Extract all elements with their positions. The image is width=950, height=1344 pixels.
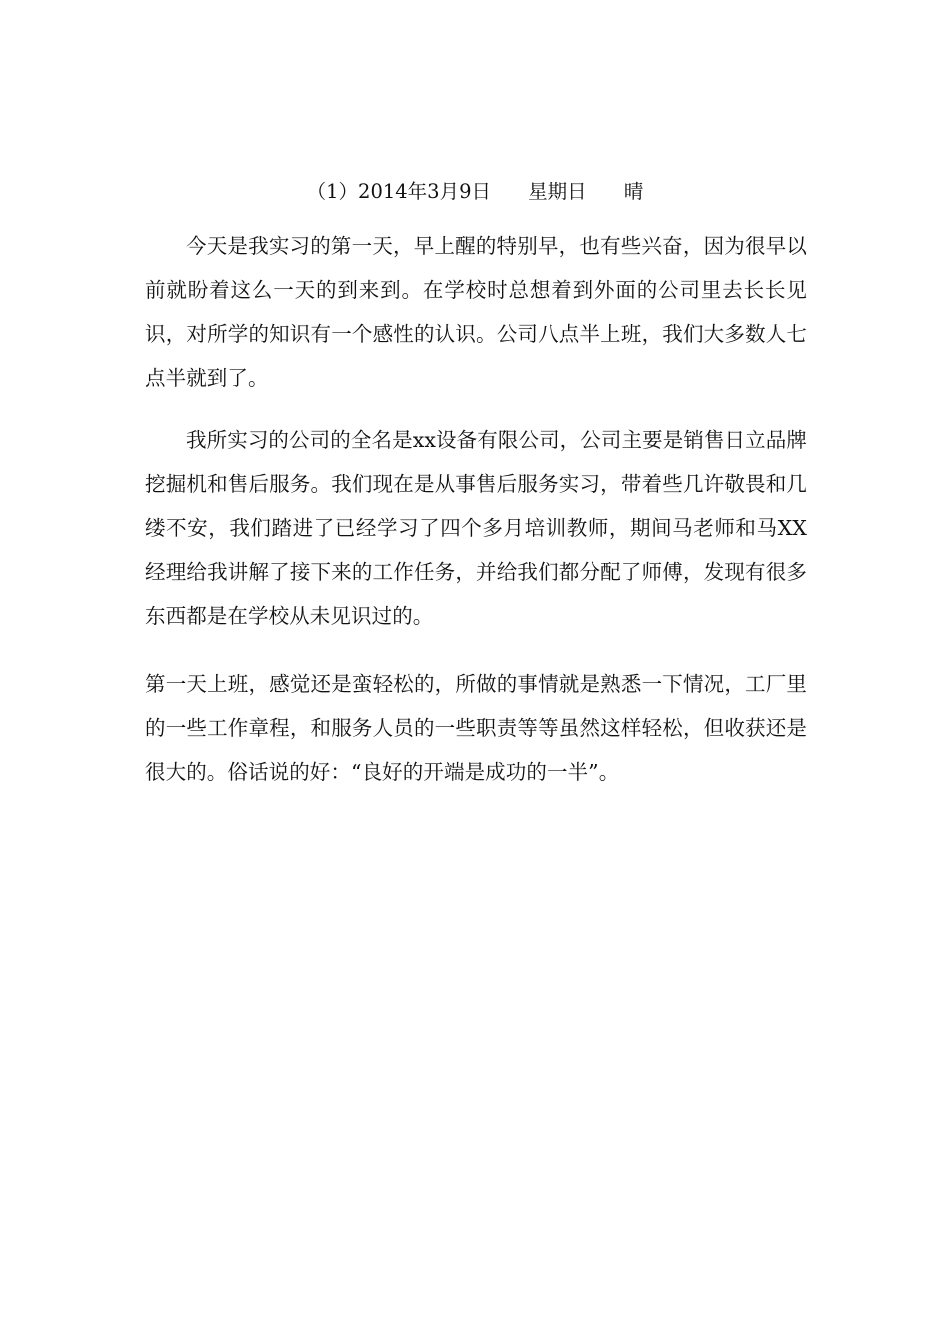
paragraph-company-intro: 我所实习的公司的全名是xx设备有限公司，公司主要是销售日立品牌挖掘机和售后服务。我们现在是从事售后服务实习，带着些几许敬畏和几缕不安，我们踏进了已经学习了四个多月培训教师，期间马老师和马XX经理给我讲解了接下来的工作任务，并给我们都分配了师傅，发现有很多东西都是在学校从未见识过的。 bbox=[145, 428, 807, 628]
paragraph-first-day-arrival: 今天是我实习的第一天，早上醒的特别早，也有些兴奋，因为很早以前就盼着这么一天的到来到。在学校时总想着到外面的公司里去长长见识，对所学的知识有一个感性的认识。公司八点半上班，我们大多数人七点半就到了。 bbox=[145, 234, 807, 390]
paragraph-first-day-summary: 第一天上班，感觉还是蛮轻松的，所做的事情就是熟悉一下情况，工厂里的一些工作章程，和服务人员的一些职责等等虽然这样轻松，但收获还是很大的。俗话说的好：“良好的开端是成功的一半”。 bbox=[145, 672, 807, 784]
diary-entry-heading: （1）2014年3月9日 星期日 晴 bbox=[306, 180, 644, 203]
